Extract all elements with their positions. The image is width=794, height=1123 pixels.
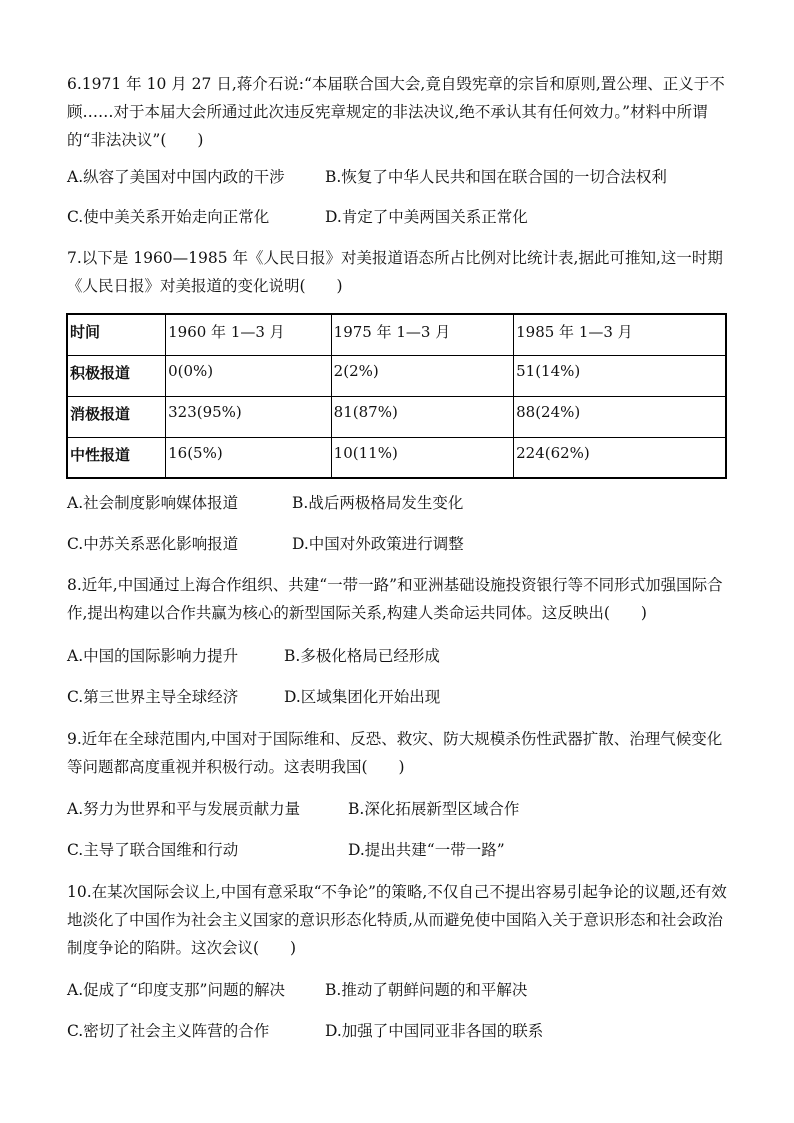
question-9-option-b: B.深化拓展新型区域合作 bbox=[348, 800, 520, 818]
question-10-option-d: D.加强了中国同亚非各国的联系 bbox=[325, 1022, 544, 1040]
table-cell: 0(0%) bbox=[166, 355, 332, 396]
question-9-stem: 9.近年在全球范围内,中国对于国际维和、反恐、救灾、防大规模杀伤性武器扩散、治理气候变化等问题都高度重视并积极行动。这表明我国( ) bbox=[67, 730, 723, 776]
table-row bbox=[67, 437, 726, 478]
question-10-option-b: B.推动了朝鲜问题的和平解决 bbox=[325, 981, 528, 999]
table-row-label: 中性报道 bbox=[67, 437, 166, 478]
question-8-option-c: C.第三世界主导全球经济 bbox=[67, 688, 239, 706]
table-cell: 51(14%) bbox=[514, 355, 726, 396]
question-9-option-d: D.提出共建“一带一路” bbox=[348, 841, 505, 859]
question-6-option-a: A.纵容了美国对中国内政的干涉 bbox=[67, 168, 285, 186]
table-row-label: 消极报道 bbox=[67, 396, 166, 437]
table-row bbox=[67, 355, 726, 396]
question-10-stem: 10.在某次国际会议上,中国有意采取“不争论”的策略,不仅自己不提出容易引起争论的议题,还有效地淡化了中国作为社会主义国家的意识形态化特质,从而避免使中国陷入关于意识形态和社会政治制度争论的陷阱。这次会议( ) bbox=[67, 883, 727, 957]
table-header-cell: 1975 年 1—3 月 bbox=[331, 314, 513, 355]
table-cell: 323(95%) bbox=[166, 396, 332, 437]
question-7-option-a: A.社会制度影响媒体报道 bbox=[67, 494, 239, 512]
question-9-option-a: A.努力为世界和平与发展贡献力量 bbox=[67, 800, 301, 818]
question-10-option-a: A.促成了“印度支那”问题的解决 bbox=[67, 981, 285, 999]
question-8-option-d: D.区域集团化开始出现 bbox=[284, 688, 441, 706]
table-row bbox=[67, 396, 726, 437]
question-6-option-b: B.恢复了中华人民共和国在联合国的一切合法权利 bbox=[325, 168, 667, 186]
question-7-stem: 7.以下是 1960—1985 年《人民日报》对美报道语态所占比例对比统计表,据此可推知,这一时期《人民日报》对美报道的变化说明( ) bbox=[67, 249, 723, 295]
statistics-table bbox=[66, 313, 727, 479]
table-cell: 81(87%) bbox=[331, 396, 513, 437]
table-header-cell: 时间 bbox=[67, 314, 166, 355]
question-7-option-d: D.中国对外政策进行调整 bbox=[292, 535, 464, 553]
table-cell: 10(11%) bbox=[331, 437, 513, 478]
table-cell: 2(2%) bbox=[331, 355, 513, 396]
question-7-option-c: C.中苏关系恶化影响报道 bbox=[67, 535, 239, 553]
question-8-option-a: A.中国的国际影响力提升 bbox=[67, 647, 239, 665]
table-header-cell: 1985 年 1—3 月 bbox=[514, 314, 726, 355]
question-6-option-c: C.使中美关系开始走向正常化 bbox=[67, 208, 270, 226]
question-6-stem: 6.1971 年 10 月 27 日,蒋介石说:“本届联合国大会,竟自毁宪章的宗旨和原则,置公理、正义于不顾……对于本届大会所通过此次违反宪章规定的非法决议,绝不承认其有任何效力。”材料中所谓的“非法决议”( ) bbox=[67, 75, 725, 149]
question-6-option-d: D.肯定了中美两国关系正常化 bbox=[325, 208, 528, 226]
table-header-row bbox=[67, 314, 726, 355]
table-cell: 16(5%) bbox=[166, 437, 332, 478]
table-header-cell: 1960 年 1—3 月 bbox=[166, 314, 332, 355]
question-10-option-c: C.密切了社会主义阵营的合作 bbox=[67, 1022, 270, 1040]
question-7-option-b: B.战后两极格局发生变化 bbox=[292, 494, 464, 512]
question-9-option-c: C.主导了联合国维和行动 bbox=[67, 841, 239, 859]
question-8-option-b: B.多极化格局已经形成 bbox=[284, 647, 440, 665]
table-row-label: 积极报道 bbox=[67, 355, 166, 396]
table-cell: 88(24%) bbox=[514, 396, 726, 437]
table-cell: 224(62%) bbox=[514, 437, 726, 478]
question-8-stem: 8.近年,中国通过上海合作组织、共建“一带一路”和亚洲基础设施投资银行等不同形式加强国际合作,提出构建以合作共赢为核心的新型国际关系,构建人类命运共同体。这反映出( ) bbox=[67, 576, 723, 622]
